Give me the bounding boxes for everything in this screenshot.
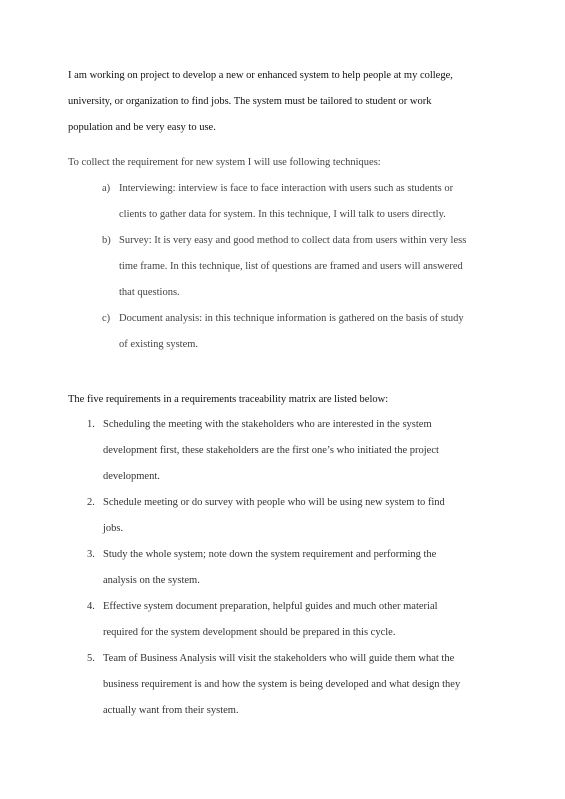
intro-paragraph bbox=[68, 63, 453, 141]
list-item bbox=[83, 542, 460, 594]
list-marker: 5. bbox=[87, 653, 95, 664]
list-item-line: Schedule meeting or do survey with people who will be using new system to find bbox=[103, 497, 445, 508]
list-marker: a) bbox=[102, 183, 111, 194]
list-marker: 4. bbox=[87, 601, 95, 612]
list-item-line: analysis on the system. bbox=[103, 575, 200, 586]
list-marker: 3. bbox=[87, 549, 95, 560]
list-marker: c) bbox=[102, 313, 111, 324]
list-item-line: of existing system. bbox=[119, 339, 199, 350]
list-item bbox=[99, 176, 466, 228]
list-item-line: clients to gather data for system. In this technique, I will talk to users directly. bbox=[119, 209, 446, 220]
intro-line: I am working on project to develop a new or enhanced system to help people at my college, bbox=[68, 70, 453, 81]
list-item-line: Effective system document preparation, helpful guides and much other material bbox=[103, 601, 438, 612]
list-item bbox=[83, 646, 460, 724]
list-item-line: required for the system development should be prepared in this cycle. bbox=[103, 627, 396, 638]
list-item-line: Interviewing: interview is face to face interaction with users such as students or bbox=[119, 183, 454, 194]
list-marker: 1. bbox=[87, 419, 95, 430]
list-item-line: development first, these stakeholders are the first one’s who initiated the project bbox=[103, 445, 439, 456]
requirements-list bbox=[83, 412, 460, 724]
list-item-line: development. bbox=[103, 471, 160, 482]
list-item bbox=[83, 412, 460, 490]
list-item-line: time frame. In this technique, list of questions are framed and users will answered bbox=[119, 261, 463, 272]
list-item-line: actually want from their system. bbox=[103, 705, 239, 716]
requirements-heading: The five requirements in a requirements traceability matrix are listed below: bbox=[68, 394, 389, 405]
list-item bbox=[99, 228, 466, 306]
list-marker: 2. bbox=[87, 497, 95, 508]
list-item-line: business requirement is and how the system is being developed and what design they bbox=[103, 679, 461, 690]
list-item-line: that questions. bbox=[119, 287, 180, 298]
list-item-line: jobs. bbox=[103, 523, 124, 534]
list-item-line: Team of Business Analysis will visit the stakeholders who will guide them what the bbox=[103, 653, 455, 664]
techniques-heading: To collect the requirement for new system I will use following techniques: bbox=[68, 157, 381, 168]
list-item bbox=[99, 306, 466, 358]
list-item bbox=[83, 594, 460, 646]
techniques-list bbox=[99, 176, 466, 358]
intro-line: population and be very easy to use. bbox=[68, 122, 216, 133]
list-item-line: Document analysis: in this technique information is gathered on the basis of study bbox=[119, 313, 464, 324]
list-item-line: Survey: It is very easy and good method to collect data from users within very less bbox=[119, 235, 467, 246]
list-item bbox=[83, 490, 460, 542]
list-item-line: Scheduling the meeting with the stakeholders who are interested in the system bbox=[103, 419, 432, 430]
intro-line: university, or organization to find jobs. The system must be tailored to student or work bbox=[68, 96, 432, 107]
list-item-line: Study the whole system; note down the system requirement and performing the bbox=[103, 549, 437, 560]
list-marker: b) bbox=[102, 235, 111, 246]
